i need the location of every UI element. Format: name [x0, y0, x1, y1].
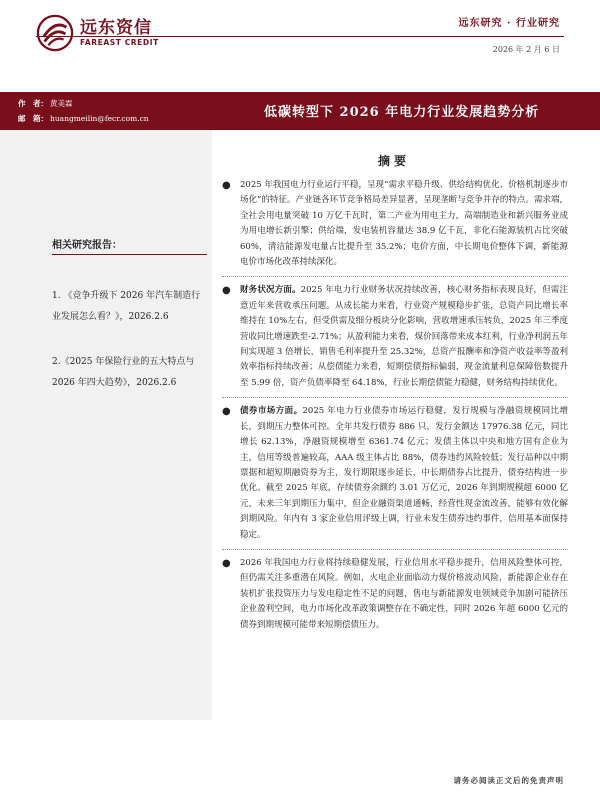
brand-name-cn: 远东资信 — [80, 18, 152, 38]
summary-item — [222, 178, 568, 270]
summary-item-text: 2026 年我国电力行业将持续稳健发展，行业信用水平稳步提升，信用风险整体可控，但仍需关注多重潜在风险。例如，火电企业面临动力煤价格波动风险，新能源企业存在装机扩张投资压力与发电稳定性不足的问题，售电与新能源发电领域竞争加剧可能挤压企业盈利空间，电力市场化改革政策调整存在不确定性，同时 2026 年超 6000 亿元的债券到期规模可能带来短期偿债压力。 — [240, 557, 568, 630]
divider — [222, 276, 568, 277]
summary-item-text: 2025 年电力行业债券市场运行稳健，发行规模与净融资规模同比增长，到期压力整体可控。全年共发行债券 886 只，发行金额达 17976.38 亿元，同比增长 62.13%，净融资规模增至 6361.74 亿元；发债主体以中央和地方国有企业为主，信用等级普遍较高，AAA 级主体占比 88%，债券违约风险较低；发行品种以中期票据和超短期融资券为主，发行期限逐步延长，中长期债券占比提升，债券结构进一步优化。截至 2025 年底，存续债券余额约 3.01 万亿元，2026 年到期规模超 6000 亿元，未来三年到期压力集中，但企业融资渠道通畅，经营性现金流改善，能够有效化解到期风险。年内有 3 家企业信用评级上调，行业未发生债券违约事件，信用基本面保持稳定。 — [240, 406, 568, 540]
header-divider — [36, 36, 564, 37]
bullet-icon: ● — [222, 406, 231, 418]
summary-item — [222, 556, 568, 633]
divider — [222, 397, 568, 398]
brand-name-en: FAREAST CREDIT — [80, 38, 159, 47]
report-title: 低碳转型下 2026 年电力行业发展趋势分析 — [264, 105, 540, 120]
related-report-2[interactable]: 2.《2025 年保险行业的五大特点与 2026 年四大趋势》，2026.2.6 — [52, 357, 195, 388]
divider — [222, 549, 568, 550]
related-report-1[interactable]: 1. 《竞争升级下 2026 年汽车制造行业发展怎么看？》，2026.2.6 — [52, 291, 201, 322]
related-divider — [52, 254, 207, 255]
summary-item — [222, 283, 568, 391]
report-date: 2026 年 2 月 6 日 — [492, 45, 560, 54]
author-name: 黄美霖 — [50, 99, 73, 108]
summary-title: 摘要 — [378, 154, 411, 168]
bullet-icon: ● — [222, 285, 231, 297]
author-info — [18, 96, 149, 126]
bullet-icon: ● — [222, 557, 231, 569]
related-reports-heading: 相关研究报告： — [52, 240, 122, 251]
summary-item-text: 2025 年我国电力行业运行平稳，呈现“需求平稳升级、供给结构优化、价格机制逐步市场化”的特征。产业链各环节竞争格局差异显著，呈现垄断与竞争并存的特点。需求端，全社会用电量突破 10 万亿千瓦时，第二产业为用电主力，高端制造业和新兴服务业成为用电增长新引擎；供给端，发电装机容量达 38.9 亿千瓦，非化石能源装机占比突破 60%，清洁能源发电量占比提升至 35.2%；电价方面，中长期电价整体下调，新能源电价市场化改革持续深化。 — [240, 180, 568, 268]
disclaimer-footer: 请务必阅读正文后的免责声明 — [453, 776, 564, 785]
summary-item-lead: 债券市场方面。 — [240, 406, 303, 417]
fareast-logo-icon — [36, 14, 74, 52]
summary-item — [222, 404, 568, 543]
page-header — [0, 0, 600, 92]
summary-item-lead: 财务状况方面。 — [240, 285, 301, 296]
brand-logo — [36, 14, 159, 52]
sidebar — [0, 130, 212, 720]
summary-list — [222, 178, 568, 633]
report-series: 远东研究 · 行业研究 — [458, 18, 560, 29]
author-label: 作 者： — [18, 99, 48, 108]
title-band — [0, 92, 600, 130]
bullet-icon: ● — [222, 180, 231, 191]
email-label: 邮 箱： — [18, 114, 48, 123]
summary-item-text: 2025 年电力行业财务状况持续改善，核心财务指标表现良好，但需注意近年来营收承压问题。从成长能力来看，行业资产规模稳步扩张，总资产同比增长率维持在 10%左右，但受供需及细分板块分化影响，营收增速承压转负，2025 年三季度营收同比增速跌至-2.71%；从盈利能力来看，煤价回落带来成本红利，行业净利润五年间实现超 3 倍增长，销售毛利率提升至 25.32%，总资产报酬率和净资产收益率等盈利效率指标持续改善；从偿债能力来看，短期偿债指标偏弱，现金流量利息保障倍数提升至 5.99 倍，资产负债率降至 64.18%，行业长期偿债能力稳健，财务结构持续优化。 — [240, 285, 568, 388]
author-email[interactable]: huangmeilin@fecr.com.cn — [50, 114, 149, 123]
